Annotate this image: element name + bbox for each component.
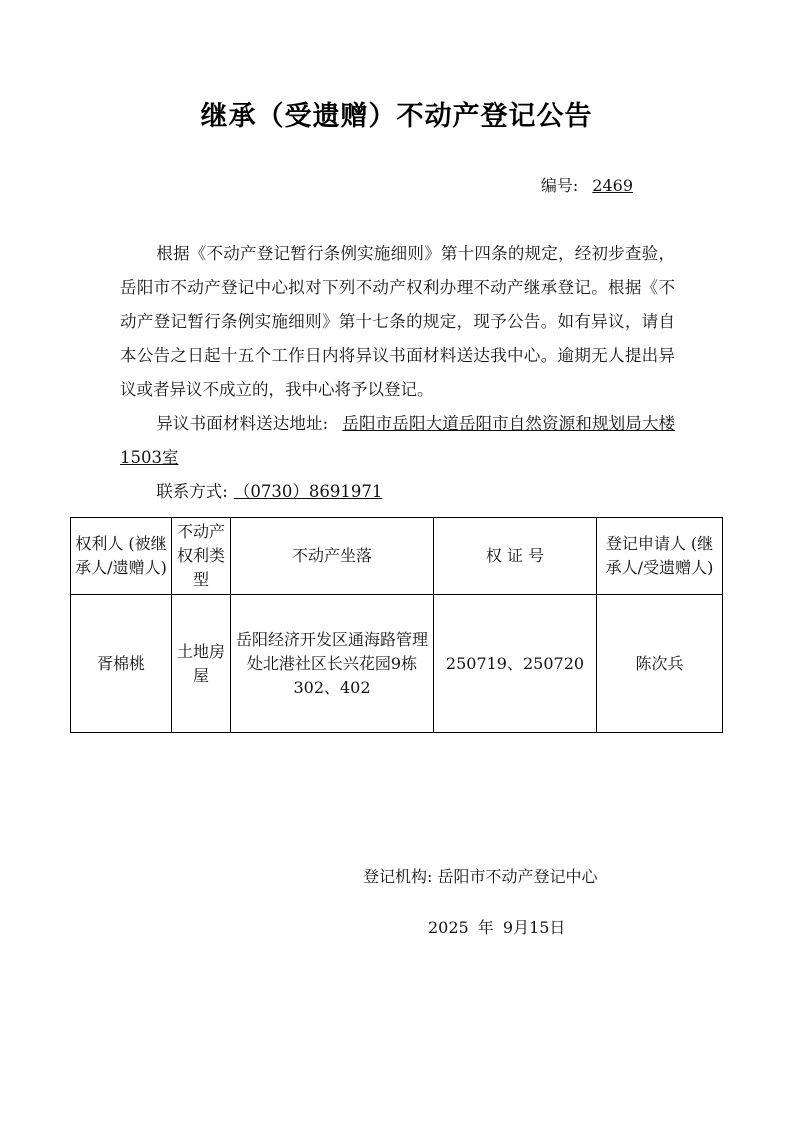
org-value: 岳阳市不动产登记中心: [437, 867, 598, 886]
number-value: 2469: [592, 176, 633, 195]
address-label: 异议书面材料送达地址:: [156, 414, 329, 433]
header-holder: 权利人 (被继承人/遗赠人): [71, 518, 172, 595]
body-paragraph: 根据《不动产登记暂行条例实施细则》第十四条的规定，经初步查验，岳阳市不动产登记中心拟对下列不动产权利办理不动产继承登记。根据《不动产登记暂行条例实施细则》第十七条的规定，现予公告。如有异议，请自本公告之日起十五个工作日内将异议书面材料送达我中心。逾期无人提出异议或者异议不成立的，我中心将予以登记。: [120, 244, 675, 399]
header-cert-no: 权 证 号: [434, 518, 597, 595]
header-location: 不动产坐落: [231, 518, 434, 595]
table-header-row: [71, 518, 723, 595]
notice-body: [120, 237, 675, 509]
org-label: 登记机构:: [363, 867, 433, 886]
cell-location: 岳阳经济开发区通海路管理处北港社区长兴花园9栋302、402: [231, 595, 434, 733]
address-value: 岳阳市岳阳大道岳阳市自然资源和规划局大楼1503室: [120, 414, 676, 467]
contact-value: （0730）8691971: [233, 482, 383, 501]
contact-info: [120, 475, 675, 509]
header-applicant: 登记申请人 (继承人/受遗赠人): [597, 518, 723, 595]
number-label: 编号:: [540, 176, 579, 195]
cell-type: 土地房屋: [172, 595, 231, 733]
registration-table: [70, 517, 723, 733]
contact-label: 联系方式:: [156, 482, 228, 501]
cell-holder: 胥棉桃: [71, 595, 172, 733]
table-row: [71, 595, 723, 733]
cell-cert-no: 250719、250720: [434, 595, 597, 733]
notice-number: [541, 173, 633, 196]
header-type: 不动产权利类型: [172, 518, 231, 595]
page-title: 继承（受遗赠）不动产登记公告: [200, 101, 593, 132]
registration-authority: [363, 864, 598, 887]
objection-address: [120, 407, 675, 475]
notice-date: 2025 年 9月15日: [428, 918, 566, 937]
cell-applicant: 陈次兵: [597, 595, 723, 733]
